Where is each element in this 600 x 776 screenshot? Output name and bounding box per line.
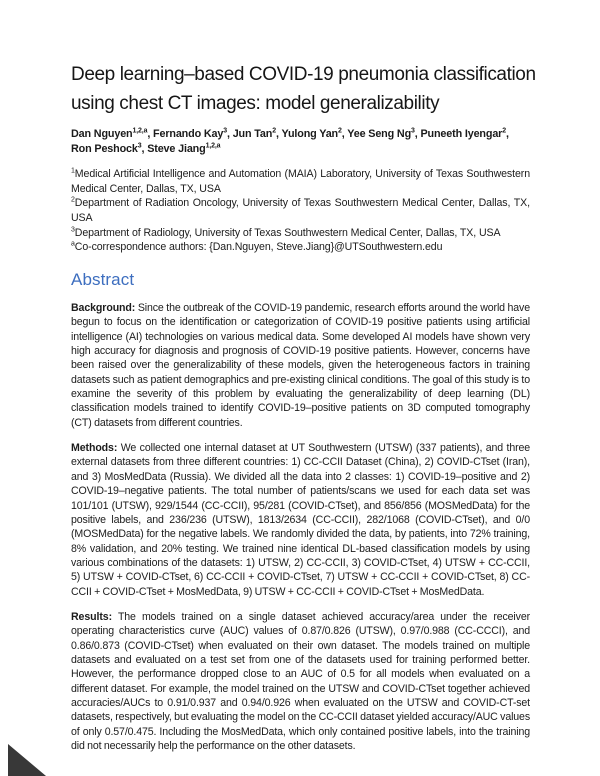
author-name: Yulong Yan bbox=[281, 128, 338, 140]
author-superscript: 3 bbox=[223, 127, 227, 135]
author-superscript: 1,2,a bbox=[132, 127, 148, 135]
author-name: Steve Jiang bbox=[147, 143, 206, 156]
author-name: Yee Seng Ng bbox=[347, 128, 412, 140]
affiliation-line: $^3$Department of Radiology, University of Texas Southwestern Medical Center, Dallas, TX, USA bbox=[71, 226, 501, 239]
author-superscript: 2 bbox=[272, 127, 276, 135]
author-superscript: 1,2,a bbox=[205, 142, 221, 150]
author-list: Dan Nguyen$^{1,2,a}$, Fernando Kay$^3$, Jun Tan$^2$, Yulong Yan$^2$, Yee Seng Ng$^3$, Puneeth Iyengar$^2$, Ron Peshock$^3$, Steve Jiang$^{1,2,a}$ bbox=[71, 127, 509, 156]
paper-page bbox=[71, 61, 536, 753]
author-superscript: 3 bbox=[137, 142, 142, 150]
author-superscript: 2 bbox=[502, 127, 506, 135]
author-superscript: 3 bbox=[411, 127, 415, 135]
affiliation-line: $^a$Co-correspondence authors: {Dan.Nguyen, Steve.Jiang}@UTSouthwestern.edu bbox=[71, 240, 443, 254]
paragraph-label: Results: bbox=[71, 610, 112, 623]
abstract-paragraph: Background: Since the outbreak of the COVID-19 pandemic, research efforts around the world have begun to focus on the identification or categorization of COVID-19 positive patients using artificial intelligence (AI) technologies on various medical data. Some developed AI models have shown very high accuracy for diagnosis and prognosis of COVID-19 positive patients. However, concerns have been raised over the generalizability of these models, given the heterogeneous factors in training datasets such as patient demographics and pre-existing clinical conditions. The goal of this study is to examine the severity of this problem by evaluating the generalizability of deep learning (DL) classification models trained to identify COVID-19–positive patients on 3D computed tomography (CT) datasets from different countries. bbox=[71, 302, 530, 429]
author-name: Ron Peshock bbox=[71, 143, 138, 156]
affiliation-superscript: 2 bbox=[71, 196, 75, 204]
abstract-body bbox=[71, 301, 530, 753]
affiliation-superscript: a bbox=[71, 240, 75, 248]
author-name: Fernando Kay bbox=[153, 128, 224, 140]
abstract-paragraph: Methods: We collected one internal dataset at UT Southwestern (UTSW) (337 patients), and three external datasets from three different countries: 1) CC-CCII Dataset (China), 2) COVID-CTset (Iran), and 3) MosMedData (Russia). We divided all the data into 2 classes: 1) COVID-19–positive and 2) COVID-19–negative patients. The total number of patients/scans we used for each data set was 101/101 (UTSW), 929/1544 (CC-CCII), 95/281 (COVID-CTset), and 856/856 (MOSMedData) for the positive labels, and 236/236 (UTSW), 1813/2634 (CC-CCII), 282/1068 (COVID-CTset), and 0/0 (MOSMedData) for the negative labels. We randomly divided the data, by patients, into 72% training, 8% validation, and 20% testing. We trained nine identical DL-based classification models by using various combinations of the datasets: 1) UTSW, 2) CC-CCII, 3) COVID-CTset, 4) UTSW + CC-CCII, 5) UTSW + COVID-CTset, 6) CC-CCII + COVID-CTset, 7) UTSW + CC-CCII + COVID-CTset, 8) CC-CCII + COVID-CTset + MosMedData, 9) UTSW + CC-CCII + COVID-CTset + MosMedData. bbox=[71, 442, 530, 598]
page-curl-corner bbox=[8, 744, 46, 776]
affiliation-list bbox=[71, 167, 530, 255]
paper-title-line: Deep learning–based COVID-19 pneumonia classification bbox=[71, 64, 536, 85]
affiliation-line: $^2$Department of Radiation Oncology, University of Texas Southwestern Medical Center, Dallas, TX, USA bbox=[71, 196, 530, 224]
abstract-paragraph: Results: The models trained on a single dataset achieved accuracy/area under the receiver operating characteristics curve (AUC) values of 0.87/0.826 (UTSW), 0.97/0.988 (CC-CCCI), and 0.86/0.873 (COVID-CTset) when evaluated on their own dataset. The models trained on multiple datasets and evaluated on a test set from one of the datasets used for training performed better. However, the performance dropped close to an AUC of 0.5 for all models when evaluated on a different dataset. For example, the model trained on the UTSW and COVID-CTset together achieved accuracies/AUCs to 0.91/0.937 and 0.94/0.926 when evaluated on the UTSW and COVID-CT-set datasets, respectively, but evaluating the model on the CC-CCII dataset yielded accuracy/AUC values of only 0.57/0.475. Including the MosMedData, which only contained positive labels, into the training did not necessarily help the performance on the other datasets. bbox=[71, 610, 530, 752]
abstract-heading: Abstract bbox=[71, 270, 135, 290]
affiliation-superscript: 1 bbox=[71, 167, 75, 175]
author-superscript: 2 bbox=[338, 127, 342, 135]
paper-title-line: using chest CT images: model generalizability bbox=[71, 92, 440, 114]
author-name: Puneeth Iyengar bbox=[420, 128, 503, 140]
paragraph-label: Background: bbox=[71, 302, 136, 315]
paper-title bbox=[71, 61, 536, 118]
author-name: Dan Nguyen bbox=[71, 128, 133, 140]
affiliation-superscript: 3 bbox=[71, 226, 75, 234]
author-name: Jun Tan bbox=[232, 128, 273, 140]
paragraph-label: Methods: bbox=[71, 442, 118, 455]
affiliation-line: $^1$Medical Artificial Intelligence and Automation (MAIA) Laboratory, University of Texas Southwestern Medical Center, Dallas, TX, USA bbox=[71, 167, 530, 195]
